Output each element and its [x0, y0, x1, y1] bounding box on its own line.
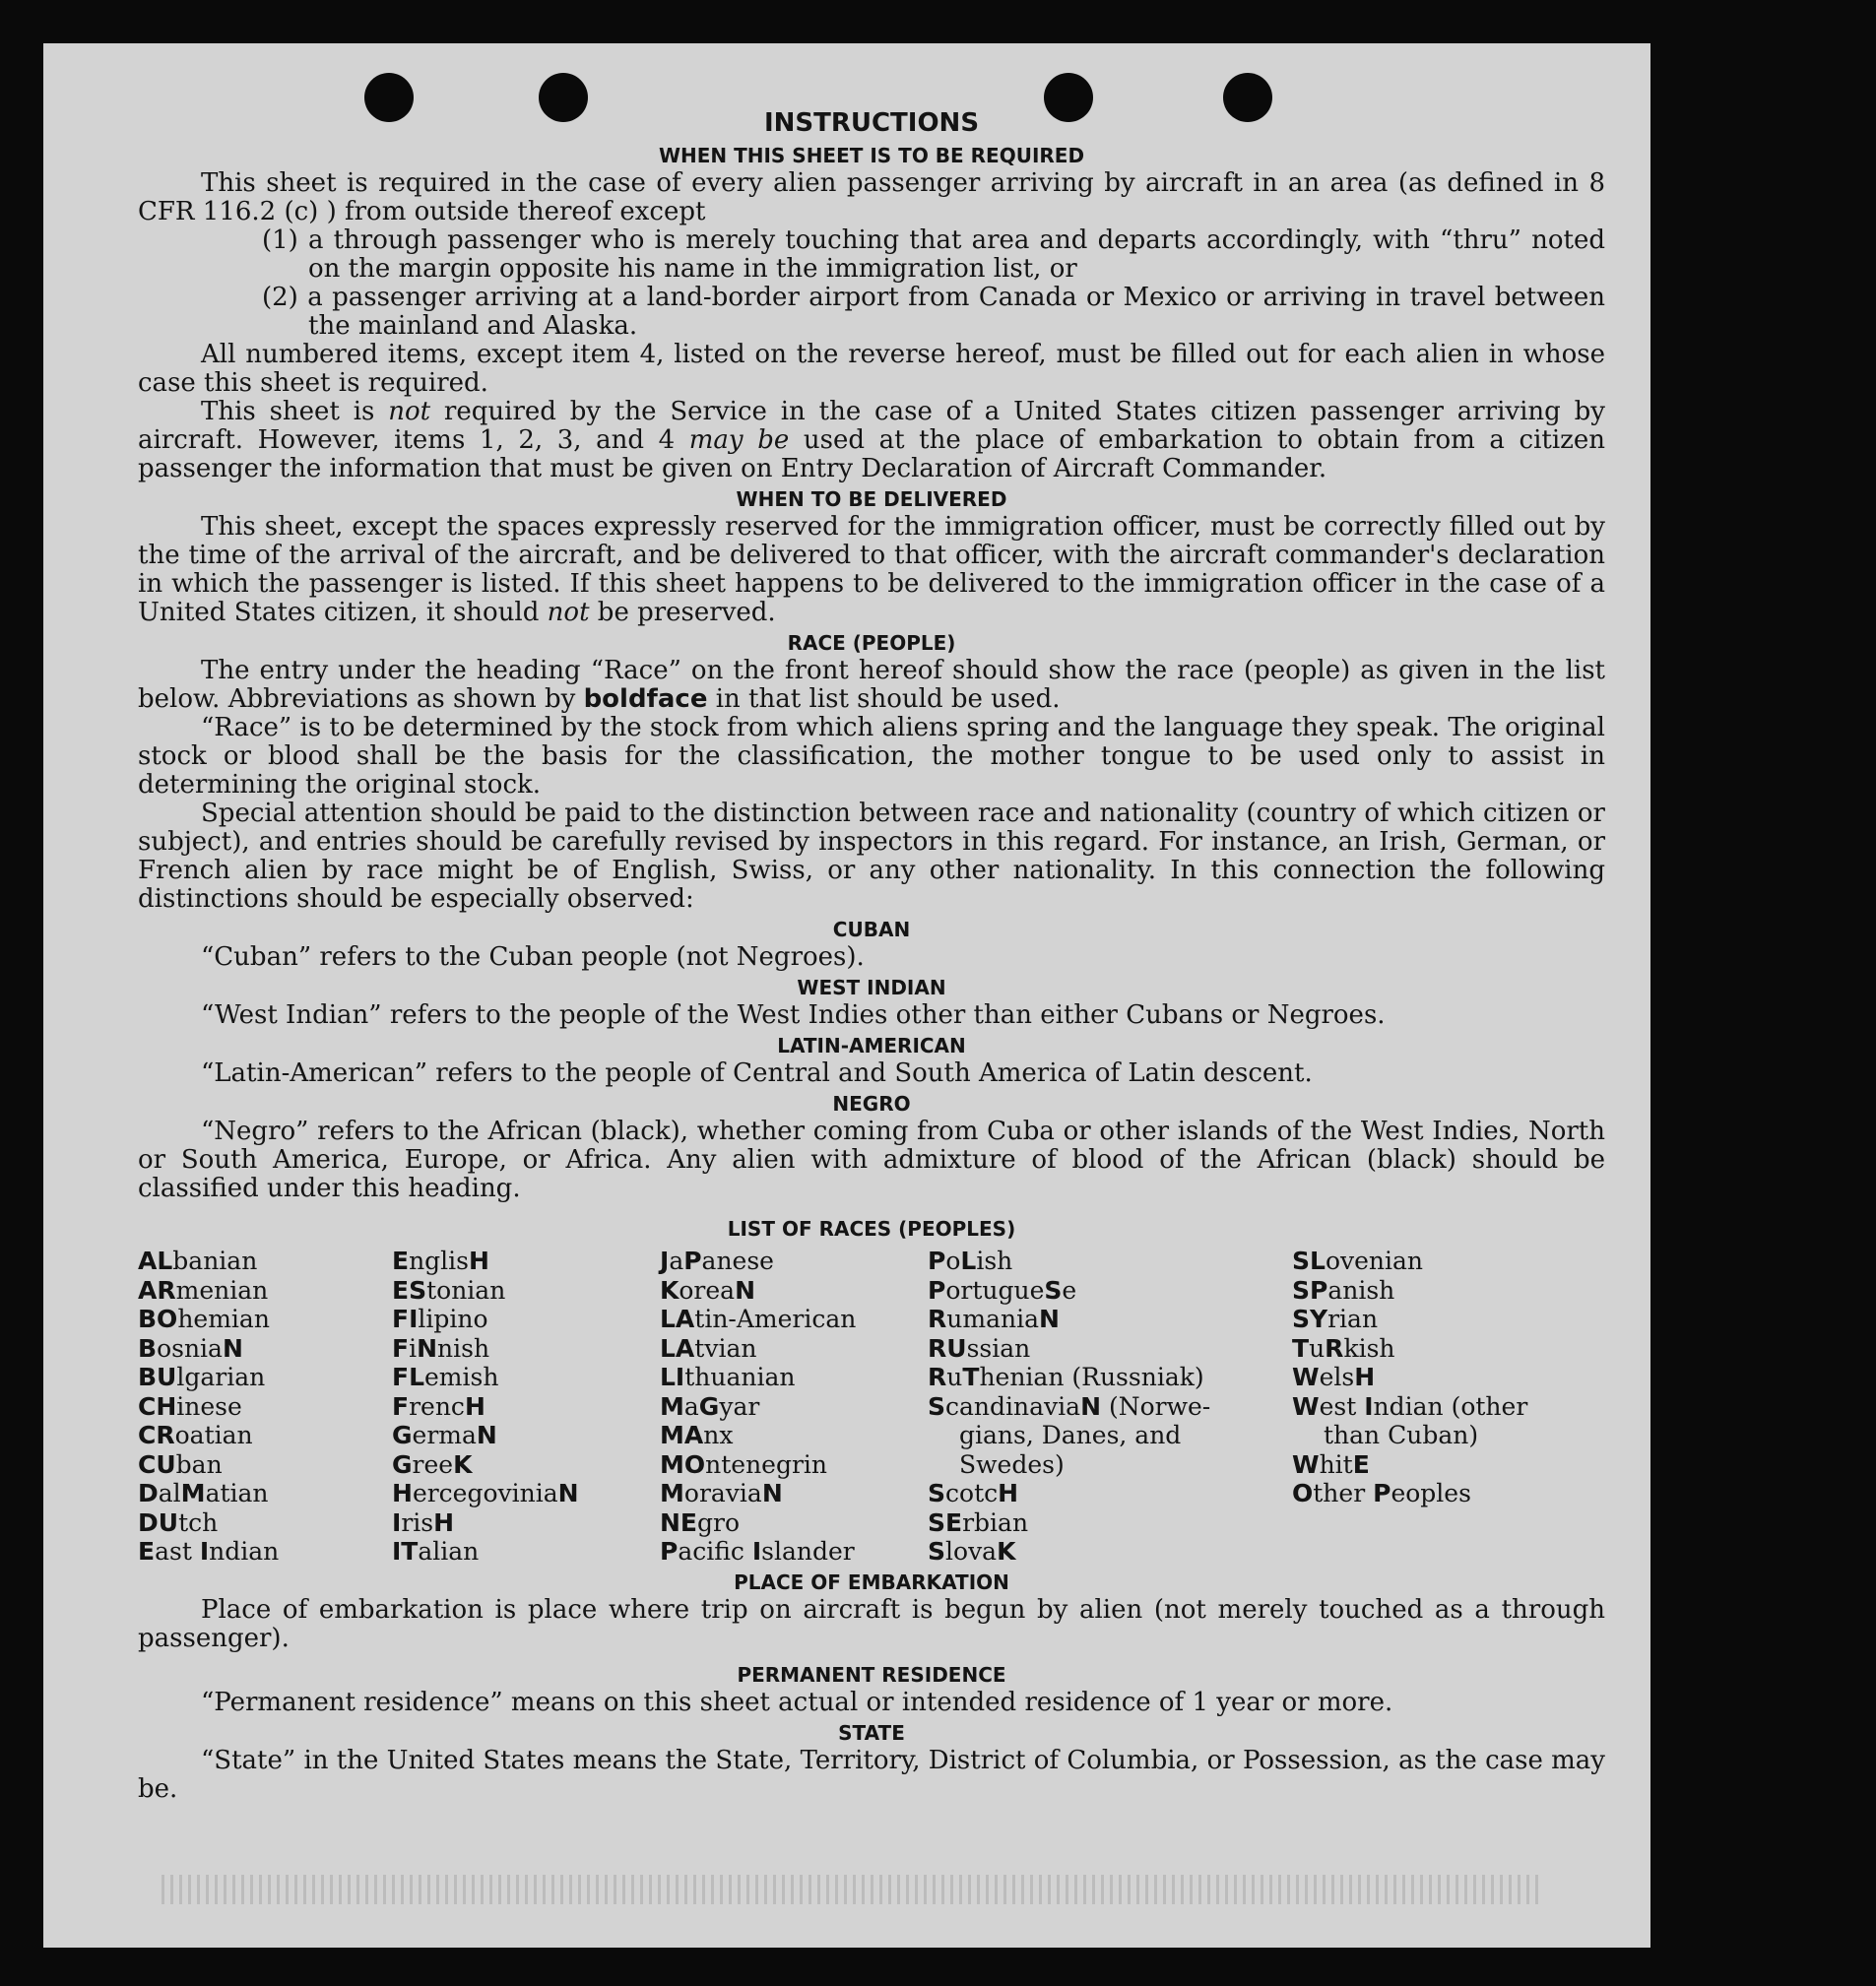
instructions-body: [138, 106, 1605, 1804]
paragraph: The entry under the heading “Race” on the front hereof should show the race (people) as given in the list below. Abbreviations as shown by boldface in that list should be used.: [138, 656, 1605, 714]
paragraph: This sheet, except the spaces expressly reserved for the immigration officer, must be correctly filled out by the time of the arrival of the aircraft, and be delivered to that officer, with the aircraft commander's declaration in which the passenger is listed. If this sheet happens to be delivered to the immigration officer in the case of a United States citizen, it should not be preserved.: [138, 512, 1605, 627]
race-entry: Swedes): [959, 1449, 1065, 1479]
race-entry: RUssian: [928, 1333, 1031, 1363]
paragraph: Special attention should be paid to the distinction between race and nationality (country of which citizen or subject), and entries should be carefully revised by inspectors in this regard. For instance, an Irish, German, or French alien by race might be of English, Swiss, or any other nationality. In this connection the following distinctions should be especially observed:: [138, 799, 1605, 914]
heading-when-delivered: WHEN TO BE DELIVERED: [736, 487, 1007, 511]
heading-state: STATE: [838, 1720, 905, 1745]
race-entry: EnglisH: [392, 1247, 489, 1275]
race-entry: DUtch: [138, 1507, 219, 1537]
race-entry: ScandinaviaN (Norwe-: [928, 1391, 1211, 1421]
race-entry: EStonian: [392, 1275, 506, 1305]
heading-place-of-embarkation: PLACE OF EMBARKATION: [734, 1570, 1009, 1594]
race-entry: ScotcH: [928, 1479, 1019, 1507]
race-entry: FIlipino: [392, 1305, 488, 1333]
document-page: [43, 43, 1650, 1948]
race-entry: PortugueSe: [928, 1275, 1077, 1305]
list-item: (1) a through passenger who is merely touching that area and departs accordingly, with “thru” noted on the margin opposite his name in the immigration list, or: [262, 225, 1605, 284]
races-column: [1292, 1247, 1605, 1567]
race-entry: SLovenian: [1292, 1247, 1424, 1275]
race-entry: Other Peoples: [1292, 1479, 1471, 1507]
race-entry: LAtin-American: [660, 1305, 857, 1333]
race-entry: SYrian: [1292, 1305, 1379, 1333]
race-entry: East Indian: [138, 1537, 280, 1566]
race-entry: MOntenegrin: [660, 1449, 828, 1479]
race-entry: PoLish: [928, 1247, 1013, 1275]
heading-cuban: CUBAN: [832, 918, 911, 941]
race-entry: LIthuanian: [660, 1363, 796, 1391]
race-entry: TuRkish: [1292, 1333, 1395, 1363]
races-column: [392, 1247, 660, 1567]
race-entry: LAtvian: [660, 1333, 757, 1363]
paragraph: “Permanent residence” means on this sheet actual or intended residence of 1 year or more.: [201, 1687, 1393, 1717]
race-entry: CUban: [138, 1449, 223, 1479]
paragraph: “Race” is to be determined by the stock from which aliens spring and the language they speak. The original stock or blood shall be the basis for the classification, the mother tongue to be used only to assist in determining the original stock.: [138, 713, 1605, 800]
races-table: [138, 1247, 1605, 1567]
race-entry: gians, Danes, and: [959, 1421, 1182, 1449]
race-entry: FLemish: [392, 1363, 499, 1391]
page-title: INSTRUCTIONS: [763, 108, 980, 138]
race-entry: than Cuban): [1324, 1421, 1479, 1449]
paragraph: This sheet is required in the case of every alien passenger arriving by aircraft in an area (as defined in 8 CFR 116.2 (c) ) from outside thereof except: [138, 168, 1605, 226]
race-entry: NEgro: [660, 1507, 741, 1537]
race-entry: Pacific Islander: [660, 1537, 855, 1566]
race-entry: RumaniaN: [928, 1305, 1060, 1333]
race-entry: MaGyar: [660, 1391, 760, 1421]
race-entry: BUlgarian: [138, 1363, 266, 1391]
race-entry: WelsH: [1292, 1363, 1376, 1391]
paragraph: Place of embarkation is place where trip on aircraft is begun by alien (not merely touched as a through passenger).: [138, 1594, 1605, 1653]
race-entry: CRoatian: [138, 1421, 253, 1449]
race-entry: SPanish: [1292, 1275, 1395, 1305]
race-entry: JaPanese: [660, 1247, 774, 1275]
race-entry: SErbian: [928, 1507, 1029, 1537]
paragraph: All numbered items, except item 4, listed on the reverse hereof, must be filled out for each alien in whose case this sheet is required.: [138, 340, 1605, 398]
faded-footnote: [162, 1875, 1540, 1904]
heading-permanent-residence: PERMANENT RESIDENCE: [737, 1662, 1006, 1687]
heading-west-indian: WEST INDIAN: [797, 976, 946, 999]
paragraph: “Latin-American” refers to the people of Central and South America of Latin descent.: [201, 1058, 1313, 1088]
race-entry: HercegoviniaN: [392, 1479, 579, 1507]
race-entry: BOhemian: [138, 1305, 270, 1333]
race-entry: WhitE: [1292, 1449, 1370, 1479]
paragraph: This sheet is not required by the Service in the case of a United States citizen passenger arriving by aircraft. However, items 1, 2, 3, and 4 may be used at the place of embarkation to obtain from a citizen passenger the information that must be given on Entry Declaration of Aircraft Commander.: [138, 397, 1606, 483]
paragraph: “Cuban” refers to the Cuban people (not Negroes).: [201, 942, 865, 972]
heading-negro: NEGRO: [832, 1092, 911, 1116]
races-column: [660, 1247, 928, 1567]
race-entry: FiNnish: [392, 1333, 490, 1363]
race-entry: BosniaN: [138, 1333, 243, 1363]
races-column: [138, 1247, 392, 1567]
race-entry: GermaN: [392, 1421, 497, 1449]
heading-latin-american: LATIN-AMERICAN: [777, 1034, 966, 1057]
paragraph: “West Indian” refers to the people of the West Indies other than either Cubans or Negroes.: [201, 1000, 1386, 1030]
race-entry: KoreaN: [660, 1275, 756, 1305]
race-entry: CHinese: [138, 1391, 242, 1421]
race-entry: SlovaK: [928, 1537, 1016, 1566]
race-entry: ALbanian: [138, 1247, 258, 1275]
race-entry: ITalian: [392, 1537, 480, 1566]
heading-race: RACE (PEOPLE): [787, 631, 956, 655]
race-entry: FrencH: [392, 1391, 485, 1421]
heading-list-of-races: LIST OF RACES (PEOPLES): [727, 1217, 1016, 1241]
paragraph: “State” in the United States means the State, Territory, District of Columbia, or Possession, as the case may be.: [138, 1745, 1605, 1804]
paragraph: “Negro” refers to the African (black), whether coming from Cuba or other islands of the West Indies, North or South America, Europe, or Africa. Any alien with admixture of blood of the African (black) should be classified under this heading.: [138, 1117, 1605, 1203]
race-entry: IrisH: [392, 1507, 455, 1537]
race-entry: DalMatian: [138, 1479, 269, 1507]
heading-when-required: WHEN THIS SHEET IS TO BE REQUIRED: [658, 144, 1085, 167]
race-entry: ARmenian: [138, 1275, 269, 1305]
race-entry: MAnx: [660, 1421, 734, 1449]
races-column: [928, 1247, 1292, 1567]
list-item: (2) a passenger arriving at a land-border airport from Canada or Mexico or arriving in travel between the mainland and Alaska.: [262, 283, 1605, 341]
race-entry: West Indian (other: [1292, 1391, 1528, 1421]
race-entry: RuThenian (Russniak): [928, 1363, 1204, 1391]
race-entry: GreeK: [392, 1449, 473, 1479]
race-entry: MoraviaN: [660, 1479, 783, 1507]
